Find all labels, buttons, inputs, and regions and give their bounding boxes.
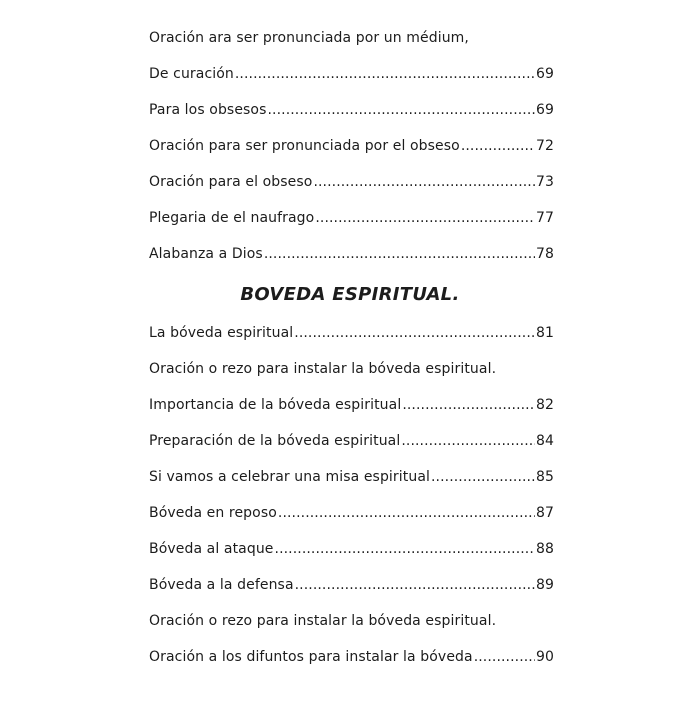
leader-dots xyxy=(315,210,535,226)
toc-entry xyxy=(149,433,554,455)
toc-entry xyxy=(149,246,554,268)
toc-entry-page: 85 xyxy=(535,469,554,485)
toc-entry xyxy=(149,505,554,527)
toc-entry xyxy=(149,30,554,52)
toc-entry-title: Importancia de la bóveda espiritual xyxy=(149,397,402,413)
toc-entry-page: 73 xyxy=(535,174,554,190)
toc-entry-page: 89 xyxy=(535,577,554,593)
toc-entry xyxy=(149,66,554,88)
leader-dots xyxy=(294,325,535,341)
toc-entry xyxy=(149,174,554,196)
toc-entry-title: Oración o rezo para instalar la bóveda espiritual. xyxy=(149,361,497,377)
toc-entry-title: La bóveda espiritual xyxy=(149,325,294,341)
leader-dots xyxy=(474,649,535,665)
toc-entry-page: 69 xyxy=(535,66,554,82)
leader-dots xyxy=(295,577,535,593)
toc-entry xyxy=(149,541,554,563)
toc-entry-title: Oración a los difuntos para instalar la bóveda xyxy=(149,649,473,665)
toc-entry xyxy=(149,210,554,232)
toc-entry xyxy=(149,325,554,347)
toc-entry-title: Oración ara ser pronunciada por un médium, xyxy=(149,30,469,46)
toc-entry-page: 77 xyxy=(535,210,554,226)
toc-entry xyxy=(149,649,554,671)
leader-dots xyxy=(313,174,535,190)
toc-entry-page: 90 xyxy=(535,649,554,665)
toc-entry-page: 88 xyxy=(535,541,554,557)
leader-dots xyxy=(264,246,535,262)
toc-entry-page: 84 xyxy=(535,433,554,449)
leader-dots xyxy=(275,541,535,557)
section-heading: BOVEDA ESPIRITUAL. xyxy=(240,284,460,305)
toc-entry-title: Para los obsesos xyxy=(149,102,267,118)
toc-entry-page: 81 xyxy=(535,325,554,341)
leader-dots xyxy=(461,138,535,154)
toc-entry xyxy=(149,361,554,383)
toc-entry-title: Bóveda al ataque xyxy=(149,541,274,557)
toc-entry-title: Oración para ser pronunciada por el obseso xyxy=(149,138,460,154)
toc-entry-title: Si vamos a celebrar una misa espiritual xyxy=(149,469,430,485)
toc-entry-title: Oración para el obseso xyxy=(149,174,313,190)
toc-entry-title: Preparación de la bóveda espiritual xyxy=(149,433,401,449)
leader-dots xyxy=(278,505,535,521)
toc-entry xyxy=(149,102,554,124)
toc-entry-title: Plegaria de el naufrago xyxy=(149,210,315,226)
toc-entry-page: 72 xyxy=(535,138,554,154)
toc-entry-page: 78 xyxy=(535,246,554,262)
toc-entry xyxy=(149,469,554,491)
toc-entry-title: Bóveda a la defensa xyxy=(149,577,294,593)
leader-dots xyxy=(431,469,535,485)
toc-entry-title: Oración o rezo para instalar la bóveda espiritual. xyxy=(149,613,497,629)
toc-entry xyxy=(149,613,554,635)
toc-entry-title: Alabanza a Dios xyxy=(149,246,263,262)
toc-entry-title: De curación xyxy=(149,66,234,82)
toc-entry-page: 87 xyxy=(535,505,554,521)
toc-entry-page: 69 xyxy=(535,102,554,118)
toc-entry-title: Bóveda en reposo xyxy=(149,505,277,521)
toc-entry-page: 82 xyxy=(535,397,554,413)
leader-dots xyxy=(235,66,535,82)
leader-dots xyxy=(268,102,535,118)
toc-entry xyxy=(149,397,554,419)
leader-dots xyxy=(402,397,535,413)
leader-dots xyxy=(401,433,535,449)
toc-entry xyxy=(149,138,554,160)
toc-entry xyxy=(149,577,554,599)
